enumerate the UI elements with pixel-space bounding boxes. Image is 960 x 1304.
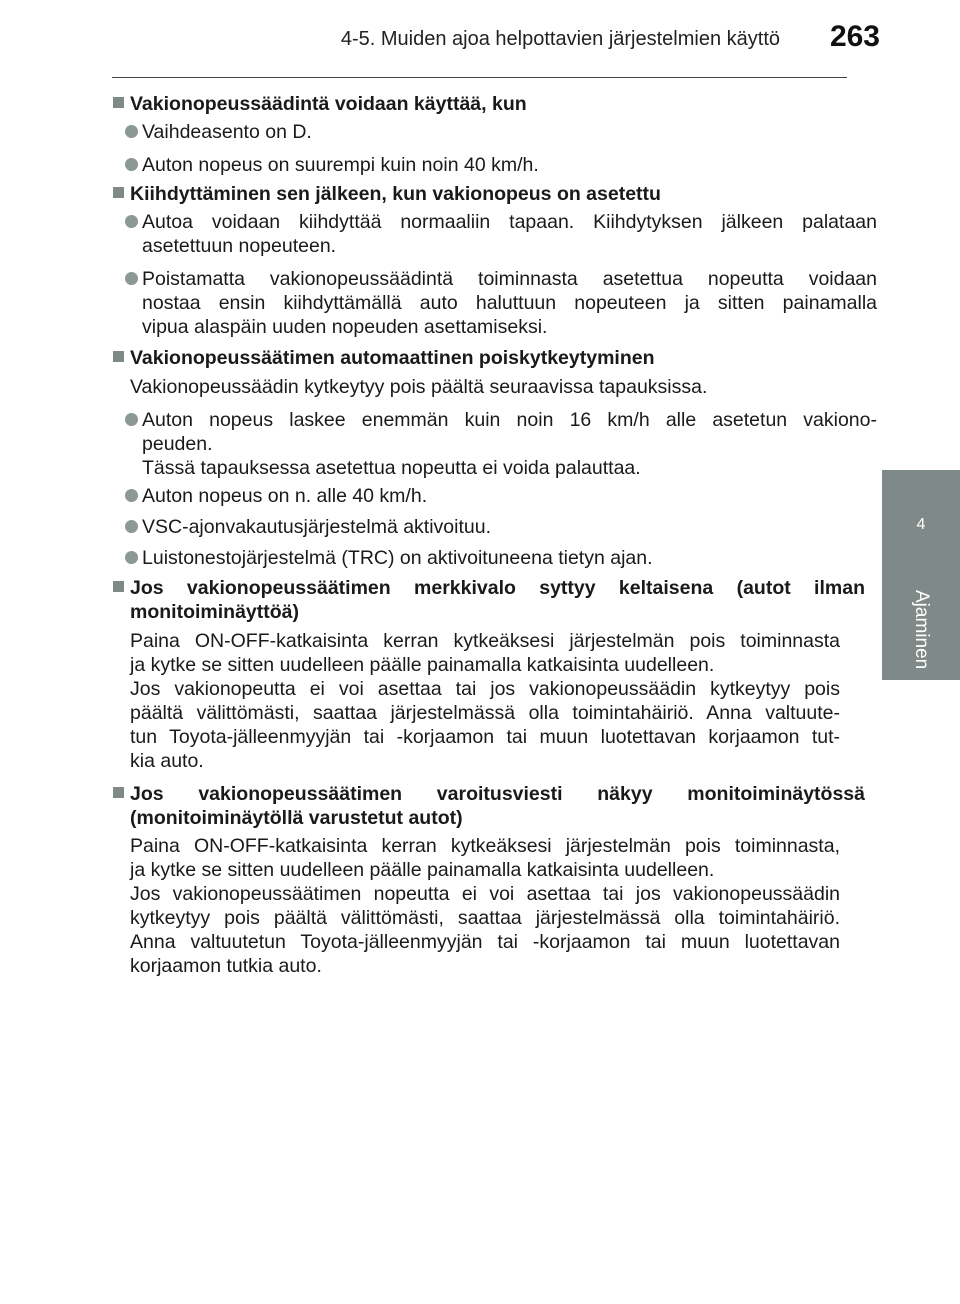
round-bullet-icon <box>125 272 138 285</box>
paragraph-line: ja kytke se sitten uudelleen päälle painamalla katkaisinta uudelleen. <box>130 654 715 676</box>
list-item-text: Poistamatta vakionopeussäädintä toiminnasta asetettua nopeutta voidaan <box>142 268 877 290</box>
round-bullet-icon <box>125 413 138 426</box>
list-item-text: VSC-ajonvakautusjärjestelmä aktivoituu. <box>142 516 492 538</box>
list-item-text: nostaa ensin kiihdyttämällä auto haluttuun nopeuteen ja sitten painamalla <box>142 292 877 314</box>
paragraph-line: päältä välittömästi, saattaa järjestelmässä olla toimintahäiriö. Anna valtuute- <box>130 702 840 724</box>
list-item-text: Auton nopeus laskee enemmän kuin noin 16 km/h alle asetetun vakiono- <box>142 409 877 431</box>
section-heading <box>112 576 865 624</box>
page-number: 263 <box>829 20 880 53</box>
heading-text: Kiihdyttäminen sen jälkeen, kun vakionopeus on asetettu <box>130 183 661 205</box>
paragraph-line: ja kytke se sitten uudelleen päälle painamalla katkaisinta uudelleen. <box>130 859 715 881</box>
heading-text: Jos vakionopeussäätimen merkkivalo syttyy keltaisena (autot ilman <box>130 577 865 599</box>
square-bullet-icon <box>113 787 124 798</box>
heading-text: (monitoiminäytöllä varustetut autot) <box>130 807 463 829</box>
list-item-text: Vaihdeasento on D. <box>142 121 312 143</box>
round-bullet-icon <box>125 158 138 171</box>
list-item-text: Tässä tapauksessa asetettua nopeutta ei voida palauttaa. <box>142 457 641 479</box>
square-bullet-icon <box>113 97 124 108</box>
paragraph-line: Paina ON-OFF-katkaisinta kerran kytkeäksesi järjestelmän pois toiminnasta, <box>130 835 840 857</box>
paragraph <box>112 834 840 978</box>
list-item <box>112 515 877 539</box>
section-heading <box>112 782 865 830</box>
list-item <box>112 484 877 508</box>
paragraph-line: kytkeytyy pois päältä välittömästi, saattaa järjestelmässä olla toimintahäiriö. <box>130 907 840 929</box>
round-bullet-icon <box>125 489 138 502</box>
list-item <box>112 546 877 570</box>
list-item <box>112 210 877 258</box>
round-bullet-icon <box>125 520 138 533</box>
header-divider <box>112 77 847 78</box>
paragraph-line: Anna valtuutetun Toyota-jälleenmyyjän tai -korjaamon tai muun luotettavan <box>130 931 840 953</box>
chapter-title: 4-5. Muiden ajoa helpottavien järjestelmien käyttö <box>340 28 780 50</box>
paragraph-line: Paina ON-OFF-katkaisinta kerran kytkeäksesi järjestelmän pois toiminnasta <box>130 630 840 652</box>
chapter-side-tab <box>882 470 960 680</box>
section-heading <box>112 346 865 370</box>
round-bullet-icon <box>125 551 138 564</box>
paragraph-line: Jos vakionopeutta ei voi asettaa tai jos vakionopeussäädin kytkeytyy pois <box>130 678 840 700</box>
chapter-label: Ajaminen <box>911 590 932 670</box>
list-item <box>112 120 877 144</box>
paragraph-line: tun Toyota-jälleenmyyjän tai -korjaamon tai muun luotettavan korjaamon tut- <box>130 726 840 748</box>
square-bullet-icon <box>113 187 124 198</box>
list-item <box>112 408 877 480</box>
paragraph: Vakionopeussäädin kytkeytyy pois päältä seuraavissa tapauksissa. <box>130 376 708 398</box>
heading-text: Vakionopeussäätimen automaattinen poiskytkeytyminen <box>130 347 655 369</box>
paragraph-line: kia auto. <box>130 750 204 772</box>
list-item-text: Luistonestojärjestelmä (TRC) on aktivoituneena tietyn ajan. <box>142 547 653 569</box>
list-item-text: vipua alaspäin uuden nopeuden asettamiseksi. <box>142 316 548 338</box>
heading-text: Jos vakionopeussäätimen varoitusviesti näkyy monitoiminäytössä <box>130 783 865 805</box>
section-heading <box>112 92 865 116</box>
heading-text: monitoiminäyttöä) <box>130 601 299 623</box>
list-item-text: asetettuun nopeuteen. <box>142 235 337 257</box>
square-bullet-icon <box>113 581 124 592</box>
paragraph-line: korjaamon tutkia auto. <box>130 955 322 977</box>
paragraph <box>112 629 840 773</box>
chapter-number: 4 <box>916 516 926 533</box>
square-bullet-icon <box>113 351 124 362</box>
list-item-text: Auton nopeus on n. alle 40 km/h. <box>142 485 428 507</box>
section-heading <box>112 182 865 206</box>
heading-text: Vakionopeussäädintä voidaan käyttää, kun <box>130 93 527 115</box>
list-item <box>112 267 877 339</box>
round-bullet-icon <box>125 125 138 138</box>
round-bullet-icon <box>125 215 138 228</box>
paragraph-line: Jos vakionopeussäätimen nopeutta ei voi asettaa tai jos vakionopeussäädin <box>130 883 840 905</box>
list-item-text: Autoa voidaan kiihdyttää normaaliin tapaan. Kiihdytyksen jälkeen palataan <box>142 211 877 233</box>
list-item-text: Auton nopeus on suurempi kuin noin 40 km/h. <box>142 154 539 176</box>
list-item-text: peuden. <box>142 433 213 455</box>
list-item <box>112 153 877 177</box>
